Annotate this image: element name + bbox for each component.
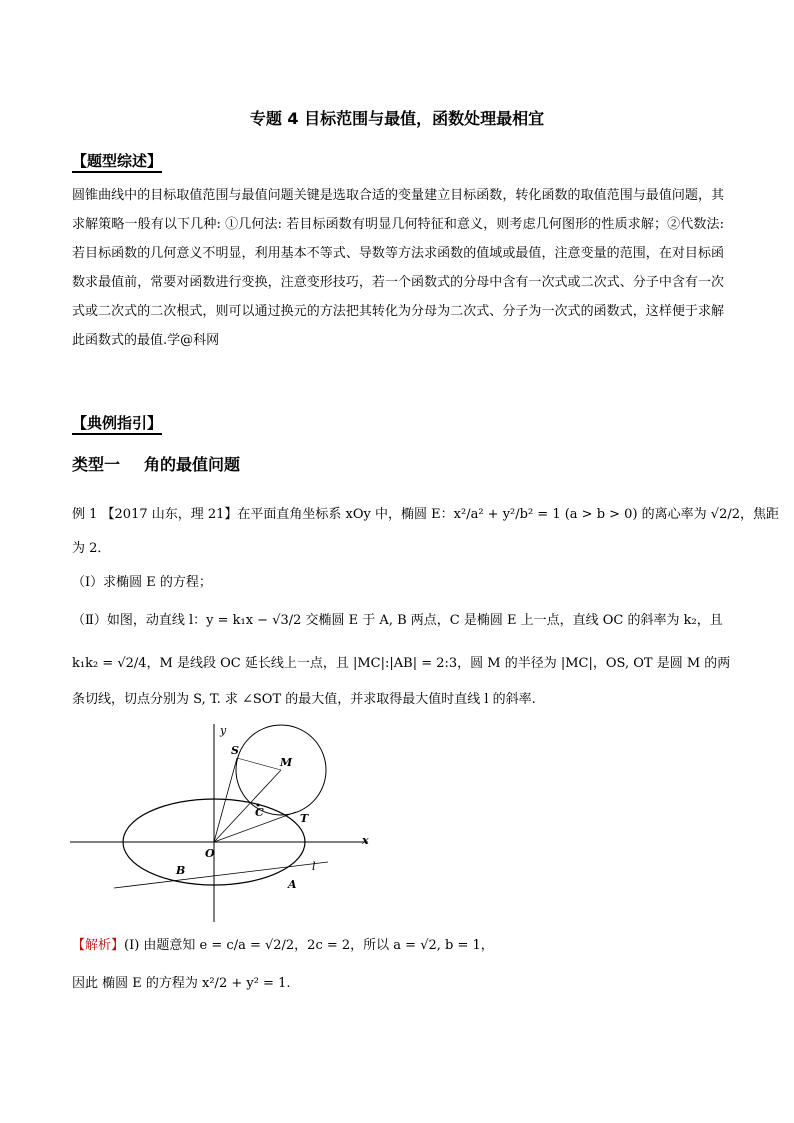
line-ms — [237, 758, 281, 770]
solution-tag: 【解析】 — [72, 938, 125, 953]
label-m: M — [280, 756, 293, 769]
example1-part2-line1: （Ⅱ）如图，动直线 l：y = k₁x − √3/2 交椭圆 E 于 A, B 两点，C 是椭圆 E 上一点，直线 OC 的斜率为 k₂，且 — [72, 613, 723, 628]
example1-line1: 例 1 【2017 山东，理 21】在平面直角坐标系 xOy 中，椭圆 E：x²/a² + y²/b² = 1 (a > b > 0) 的离心率为 √2/2，焦距 — [72, 507, 779, 522]
label-o: O — [205, 847, 215, 860]
type-heading — [72, 452, 240, 475]
label-y: y — [220, 724, 227, 737]
page-title: 专题 4 目标范围与最值，函数处理最相宜 — [249, 109, 545, 128]
label-x: x — [362, 834, 369, 847]
example1-part2-line3: 条切线，切点分别为 S, T. 求 ∠SOT 的最大值，并求取得最大值时直线 l 的斜率. — [72, 692, 536, 707]
label-s: S — [231, 744, 239, 757]
example1-line2: 为 2． — [72, 541, 111, 556]
overview-paragraph: 圆锥曲线中的目标取值范围与最值问题关键是选取合适的变量建立目标函数，转化函数的取值范围与最值问题，其求解策略一般有以下几种: ①几何法: 若目标函数有明显几何特征和意义，则考虑几何图形的性质求解；②代数法: 若目标函数的几何意义不明显，利用基本不等式、导数等方法求函数的值域或最值，注意变量的范围，在对目标函数求最值前，常要对函数进行变换，注意变形技巧，若一个函数式的分母中含有一次式或二次式、分子中含有一次式或二次式的二次根式，则可以通过换元的方法把其转化为分母为二次式、分子为一次式的函数式，这样便于求解此函数式的最值.学@科网 — [72, 188, 724, 348]
label-c: C — [255, 806, 264, 819]
example1-part2-line2: k₁k₂ = √2/4，M 是线段 OC 延长线上一点，且 |MC|:|AB| = 2:3，圆 M 的半径为 |MC|，OS, OT 是圆 M 的两 — [72, 656, 731, 671]
overview-heading-text: 【题型综述】 — [72, 152, 162, 173]
solution-line1-text: (I) 由题意知 e = c/a = √2/2，2c = 2，所以 a = √2, b = 1， — [124, 938, 494, 953]
label-t: T — [300, 812, 309, 825]
example1-part1: （Ⅰ）求椭圆 E 的方程； — [72, 575, 212, 590]
ellipse-figure — [70, 718, 380, 923]
label-a: A — [288, 878, 297, 891]
examples-heading-text: 【典例指引】 — [72, 414, 162, 435]
label-b: B — [176, 864, 186, 877]
solution-line2: 因此 椭圆 E 的方程为 x²/2 + y² = 1. — [72, 976, 291, 991]
examples-heading — [72, 412, 162, 433]
type-label: 类型一 — [72, 455, 121, 474]
solution-line1 — [72, 934, 494, 953]
overview-heading — [72, 150, 162, 171]
type-title: 角的最值问题 — [144, 455, 241, 474]
label-l: l — [312, 860, 316, 873]
